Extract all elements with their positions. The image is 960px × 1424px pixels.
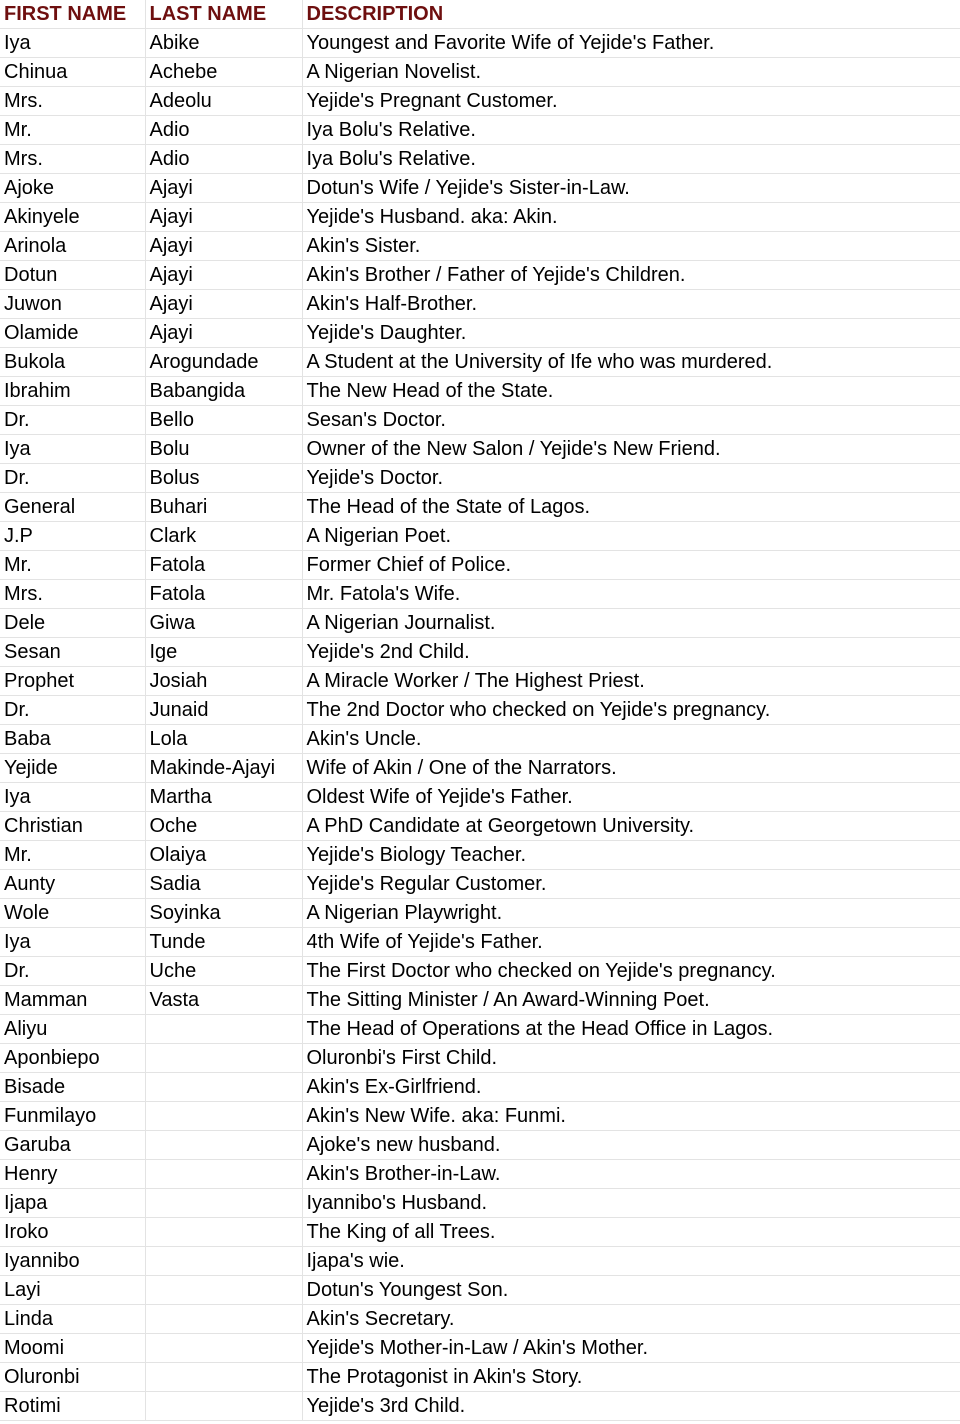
cell-first-name[interactable]: General <box>0 493 145 522</box>
cell-first-name[interactable]: Mrs. <box>0 145 145 174</box>
cell-last-name[interactable]: Martha <box>145 783 302 812</box>
table-row <box>0 551 960 580</box>
cell-last-name[interactable]: Bello <box>145 406 302 435</box>
cell-last-name[interactable] <box>145 1044 302 1073</box>
cell-last-name[interactable]: Fatola <box>145 580 302 609</box>
table-row <box>0 174 960 203</box>
cell-description[interactable]: Oluronbi's First Child. <box>302 1044 960 1073</box>
cell-description[interactable]: Owner of the New Salon / Yejide's New Friend. <box>302 435 960 464</box>
table-row <box>0 406 960 435</box>
cell-description[interactable]: Yejide's Pregnant Customer. <box>302 87 960 116</box>
cell-first-name[interactable]: Iya <box>0 928 145 957</box>
cell-last-name[interactable] <box>145 1392 302 1421</box>
cell-last-name[interactable] <box>145 1160 302 1189</box>
cell-last-name[interactable]: Bolus <box>145 464 302 493</box>
cell-first-name[interactable]: Mr. <box>0 551 145 580</box>
cell-first-name[interactable]: Aunty <box>0 870 145 899</box>
cell-description[interactable]: Yejide's 3rd Child. <box>302 1392 960 1421</box>
cell-description[interactable]: Ajoke's new husband. <box>302 1131 960 1160</box>
cell-first-name[interactable]: Arinola <box>0 232 145 261</box>
table-row <box>0 1363 960 1392</box>
table-row <box>0 1015 960 1044</box>
cell-last-name[interactable]: Abike <box>145 29 302 58</box>
cell-description[interactable]: Wife of Akin / One of the Narrators. <box>302 754 960 783</box>
header-description[interactable]: DESCRIPTION <box>302 0 960 29</box>
cell-last-name[interactable]: Junaid <box>145 696 302 725</box>
table-row <box>0 957 960 986</box>
cell-description[interactable]: 4th Wife of Yejide's Father. <box>302 928 960 957</box>
table-row <box>0 696 960 725</box>
cell-first-name[interactable]: J.P <box>0 522 145 551</box>
table-row <box>0 754 960 783</box>
cell-first-name[interactable]: Rotimi <box>0 1392 145 1421</box>
table-row <box>0 464 960 493</box>
cell-description[interactable]: Akin's Brother / Father of Yejide's Children. <box>302 261 960 290</box>
cell-description[interactable]: A Nigerian Poet. <box>302 522 960 551</box>
cell-description[interactable]: Yejide's Doctor. <box>302 464 960 493</box>
cell-description[interactable]: The Sitting Minister / An Award-Winning Poet. <box>302 986 960 1015</box>
cell-description[interactable]: The 2nd Doctor who checked on Yejide's pregnancy. <box>302 696 960 725</box>
cell-last-name[interactable]: Arogundade <box>145 348 302 377</box>
cell-last-name[interactable] <box>145 1102 302 1131</box>
cell-first-name[interactable]: Moomi <box>0 1334 145 1363</box>
cell-last-name[interactable]: Babangida <box>145 377 302 406</box>
cell-first-name[interactable]: Mr. <box>0 116 145 145</box>
cell-first-name[interactable]: Layi <box>0 1276 145 1305</box>
cell-first-name[interactable]: Olamide <box>0 319 145 348</box>
table-row <box>0 725 960 754</box>
cell-description[interactable]: Oldest Wife of Yejide's Father. <box>302 783 960 812</box>
cell-first-name[interactable]: Bisade <box>0 1073 145 1102</box>
cell-description[interactable]: Yejide's Mother-in-Law / Akin's Mother. <box>302 1334 960 1363</box>
cell-first-name[interactable]: Mrs. <box>0 580 145 609</box>
header-first-name[interactable]: FIRST NAME <box>0 0 145 29</box>
cell-last-name[interactable] <box>145 1218 302 1247</box>
table-row <box>0 841 960 870</box>
table-row <box>0 870 960 899</box>
cell-first-name[interactable]: Dele <box>0 609 145 638</box>
table-row <box>0 377 960 406</box>
table-row <box>0 203 960 232</box>
cell-first-name[interactable]: Linda <box>0 1305 145 1334</box>
cell-last-name[interactable]: Giwa <box>145 609 302 638</box>
cell-description[interactable]: Mr. Fatola's Wife. <box>302 580 960 609</box>
cell-first-name[interactable]: Mrs. <box>0 87 145 116</box>
cell-last-name[interactable]: Adio <box>145 116 302 145</box>
cell-first-name[interactable]: Sesan <box>0 638 145 667</box>
cell-first-name[interactable]: Mamman <box>0 986 145 1015</box>
cell-first-name[interactable]: Ijapa <box>0 1189 145 1218</box>
table-row <box>0 319 960 348</box>
table-row <box>0 1131 960 1160</box>
cell-first-name[interactable]: Yejide <box>0 754 145 783</box>
cell-description[interactable]: Akin's Sister. <box>302 232 960 261</box>
cell-description[interactable]: Iyannibo's Husband. <box>302 1189 960 1218</box>
table-row <box>0 435 960 464</box>
table-row <box>0 232 960 261</box>
cell-description[interactable]: The Protagonist in Akin's Story. <box>302 1363 960 1392</box>
cell-description[interactable]: A Miracle Worker / The Highest Priest. <box>302 667 960 696</box>
cell-last-name[interactable] <box>145 1015 302 1044</box>
cell-last-name[interactable]: Vasta <box>145 986 302 1015</box>
cell-first-name[interactable]: Dr. <box>0 957 145 986</box>
table-row <box>0 783 960 812</box>
cell-first-name[interactable]: Oluronbi <box>0 1363 145 1392</box>
table-row <box>0 667 960 696</box>
cell-description[interactable]: Youngest and Favorite Wife of Yejide's Father. <box>302 29 960 58</box>
cell-first-name[interactable]: Dotun <box>0 261 145 290</box>
cell-last-name[interactable]: Oche <box>145 812 302 841</box>
cell-last-name[interactable]: Adio <box>145 145 302 174</box>
cell-description[interactable]: A Student at the University of Ife who was murdered. <box>302 348 960 377</box>
cell-last-name[interactable]: Ajayi <box>145 261 302 290</box>
cell-first-name[interactable]: Ajoke <box>0 174 145 203</box>
table-row <box>0 261 960 290</box>
cell-first-name[interactable]: Prophet <box>0 667 145 696</box>
cell-first-name[interactable]: Wole <box>0 899 145 928</box>
cell-description[interactable]: A Nigerian Journalist. <box>302 609 960 638</box>
cell-description[interactable]: The Head of the State of Lagos. <box>302 493 960 522</box>
cell-description[interactable]: Akin's Secretary. <box>302 1305 960 1334</box>
header-row <box>0 0 960 29</box>
cell-last-name[interactable]: Achebe <box>145 58 302 87</box>
table-row <box>0 58 960 87</box>
cell-last-name[interactable]: Sadia <box>145 870 302 899</box>
table-row <box>0 580 960 609</box>
cell-last-name[interactable]: Ajayi <box>145 203 302 232</box>
cell-description[interactable]: Yejide's 2nd Child. <box>302 638 960 667</box>
cell-last-name[interactable]: Tunde <box>145 928 302 957</box>
cell-last-name[interactable]: Ajayi <box>145 290 302 319</box>
cell-last-name[interactable]: Ige <box>145 638 302 667</box>
table-row <box>0 1044 960 1073</box>
cell-description[interactable]: The New Head of the State. <box>302 377 960 406</box>
table-row <box>0 899 960 928</box>
table-row <box>0 1276 960 1305</box>
cell-first-name[interactable]: Juwon <box>0 290 145 319</box>
cell-description[interactable]: The First Doctor who checked on Yejide's pregnancy. <box>302 957 960 986</box>
cell-description[interactable]: Former Chief of Police. <box>302 551 960 580</box>
cell-first-name[interactable]: Chinua <box>0 58 145 87</box>
cell-last-name[interactable] <box>145 1334 302 1363</box>
cell-description[interactable]: Yejide's Regular Customer. <box>302 870 960 899</box>
cell-last-name[interactable] <box>145 1276 302 1305</box>
table-body <box>0 29 960 1421</box>
cell-last-name[interactable] <box>145 1131 302 1160</box>
cell-last-name[interactable]: Ajayi <box>145 174 302 203</box>
cell-first-name[interactable]: Iya <box>0 435 145 464</box>
table-row <box>0 348 960 377</box>
cell-description[interactable]: Ijapa's wie. <box>302 1247 960 1276</box>
cell-description[interactable]: A Nigerian Novelist. <box>302 58 960 87</box>
table-row <box>0 638 960 667</box>
header-last-name[interactable]: LAST NAME <box>145 0 302 29</box>
cell-last-name[interactable]: Ajayi <box>145 319 302 348</box>
cell-first-name[interactable]: Iroko <box>0 1218 145 1247</box>
table-row <box>0 145 960 174</box>
cell-first-name[interactable]: Dr. <box>0 406 145 435</box>
table-row <box>0 29 960 58</box>
cell-last-name[interactable]: Josiah <box>145 667 302 696</box>
cell-first-name[interactable]: Garuba <box>0 1131 145 1160</box>
table-row <box>0 1073 960 1102</box>
cell-description[interactable]: A PhD Candidate at Georgetown University. <box>302 812 960 841</box>
cell-last-name[interactable]: Bolu <box>145 435 302 464</box>
cell-first-name[interactable]: Iya <box>0 783 145 812</box>
table-row <box>0 1305 960 1334</box>
cell-last-name[interactable]: Adeolu <box>145 87 302 116</box>
cell-last-name[interactable]: Lola <box>145 725 302 754</box>
table-row <box>0 290 960 319</box>
table-row <box>0 928 960 957</box>
cell-last-name[interactable] <box>145 1073 302 1102</box>
table-row <box>0 522 960 551</box>
cell-first-name[interactable]: Aponbiepo <box>0 1044 145 1073</box>
cell-last-name[interactable]: Ajayi <box>145 232 302 261</box>
cell-last-name[interactable] <box>145 1363 302 1392</box>
cell-last-name[interactable]: Buhari <box>145 493 302 522</box>
cell-description[interactable]: The King of all Trees. <box>302 1218 960 1247</box>
cell-last-name[interactable] <box>145 1247 302 1276</box>
cell-last-name[interactable]: Clark <box>145 522 302 551</box>
table-row <box>0 1102 960 1131</box>
cell-first-name[interactable]: Funmilayo <box>0 1102 145 1131</box>
cell-description[interactable]: Iya Bolu's Relative. <box>302 116 960 145</box>
cell-first-name[interactable]: Henry <box>0 1160 145 1189</box>
cell-first-name[interactable]: Dr. <box>0 696 145 725</box>
table-row <box>0 1218 960 1247</box>
table-row <box>0 1334 960 1363</box>
table-row <box>0 1392 960 1421</box>
table-row <box>0 493 960 522</box>
cell-first-name[interactable]: Iyannibo <box>0 1247 145 1276</box>
table-row <box>0 1189 960 1218</box>
cell-description[interactable]: Akin's New Wife. aka: Funmi. <box>302 1102 960 1131</box>
cell-first-name[interactable]: Baba <box>0 725 145 754</box>
cell-first-name[interactable]: Bukola <box>0 348 145 377</box>
table-row <box>0 1160 960 1189</box>
cell-last-name[interactable]: Soyinka <box>145 899 302 928</box>
table-row <box>0 1247 960 1276</box>
cell-last-name[interactable]: Fatola <box>145 551 302 580</box>
cell-description[interactable]: Dotun's Youngest Son. <box>302 1276 960 1305</box>
cell-last-name[interactable]: Makinde-Ajayi <box>145 754 302 783</box>
cell-last-name[interactable] <box>145 1305 302 1334</box>
cell-description[interactable]: Iya Bolu's Relative. <box>302 145 960 174</box>
table-row <box>0 87 960 116</box>
cell-first-name[interactable]: Aliyu <box>0 1015 145 1044</box>
cell-first-name[interactable]: Dr. <box>0 464 145 493</box>
cell-last-name[interactable]: Olaiya <box>145 841 302 870</box>
table-row <box>0 812 960 841</box>
cell-first-name[interactable]: Ibrahim <box>0 377 145 406</box>
cell-last-name[interactable]: Uche <box>145 957 302 986</box>
cell-description[interactable]: Akin's Ex-Girlfriend. <box>302 1073 960 1102</box>
cell-last-name[interactable] <box>145 1189 302 1218</box>
cell-description[interactable]: Yejide's Biology Teacher. <box>302 841 960 870</box>
cell-description[interactable]: Akin's Brother-in-Law. <box>302 1160 960 1189</box>
table-row <box>0 986 960 1015</box>
cell-first-name[interactable]: Mr. <box>0 841 145 870</box>
cell-description[interactable]: Yejide's Husband. aka: Akin. <box>302 203 960 232</box>
cell-description[interactable]: A Nigerian Playwright. <box>302 899 960 928</box>
cell-first-name[interactable]: Iya <box>0 29 145 58</box>
cell-first-name[interactable]: Akinyele <box>0 203 145 232</box>
cell-description[interactable]: Sesan's Doctor. <box>302 406 960 435</box>
cell-first-name[interactable]: Christian <box>0 812 145 841</box>
cell-description[interactable]: Akin's Half-Brother. <box>302 290 960 319</box>
table-row <box>0 609 960 638</box>
cell-description[interactable]: Akin's Uncle. <box>302 725 960 754</box>
table-row <box>0 116 960 145</box>
cell-description[interactable]: Yejide's Daughter. <box>302 319 960 348</box>
cell-description[interactable]: The Head of Operations at the Head Office in Lagos. <box>302 1015 960 1044</box>
cell-description[interactable]: Dotun's Wife / Yejide's Sister-in-Law. <box>302 174 960 203</box>
